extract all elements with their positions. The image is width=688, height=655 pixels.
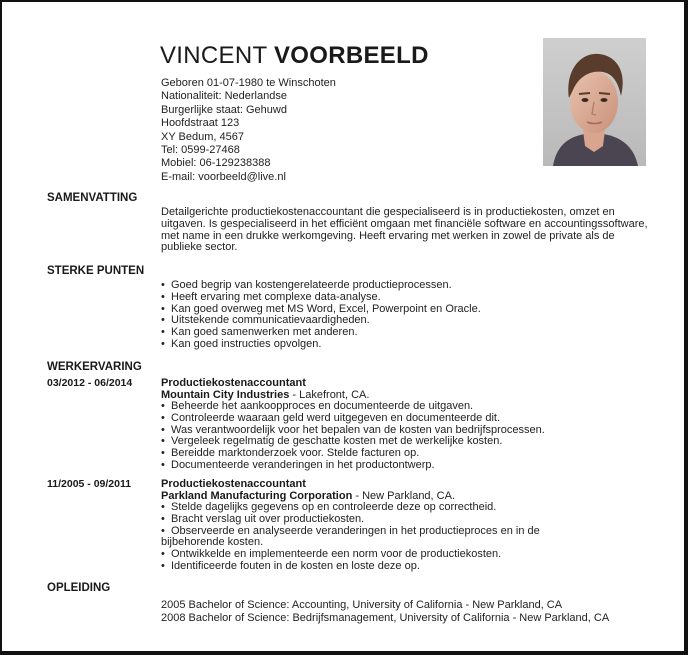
strengths-list xyxy=(161,280,651,351)
job-1-company-name: Mountain City Industries xyxy=(161,389,290,401)
strengths-heading: STERKE PUNTEN xyxy=(47,265,145,277)
job-2-location: - New Parkland, CA. xyxy=(352,490,455,502)
email: E-mail: voorbeeld@live.nl xyxy=(161,170,286,183)
job-1-location: - Lakefront, CA. xyxy=(289,389,370,401)
list-item: • Kan goed instructies opvolgen. xyxy=(161,339,651,351)
list-item: • Documenteerde veranderingen in het productontwerp. xyxy=(161,460,651,472)
last-name: VOORBEELD xyxy=(273,42,429,69)
marital-status: Burgerlijke staat: Gehuwd xyxy=(161,103,287,116)
nationality: Nationaliteit: Nederlandse xyxy=(161,90,287,103)
education-list xyxy=(161,599,609,624)
list-item: • Vergeleek regelmatig de geschatte kosten met de werkelijke kosten. xyxy=(161,436,651,448)
job-1-duties xyxy=(161,401,651,472)
contact-details xyxy=(161,77,336,184)
phone: Tel: 0599-27468 xyxy=(161,144,240,157)
profile-photo xyxy=(543,38,646,166)
experience-heading: WERKERVARING xyxy=(47,361,142,373)
job-2-duties xyxy=(161,502,591,573)
job-2-company-name: Parkland Manufacturing Corporation xyxy=(161,490,353,502)
summary-heading: SAMENVATTING xyxy=(47,192,138,204)
list-item: • Bracht verslag uit over productiekosten. xyxy=(161,514,591,526)
list-item: • Was verantwoordelijk voor het bepalen van de kosten van bedrijfsprocessen. xyxy=(161,425,651,437)
first-name: VINCENT xyxy=(160,42,268,69)
list-item: • Controleerde waaraan geld werd uitgegeven en documenteerde dit. xyxy=(161,413,651,425)
list-item: • Stelde dagelijks gegevens op en controleerde deze op correctheid. xyxy=(161,502,591,514)
education-item: 2008 Bachelor of Science: Bedrijfsmanagement, University of California - New Parkland, CA xyxy=(161,611,610,624)
birth-info: Geboren 01-07-1980 te Winschoten xyxy=(161,77,336,89)
street-address: Hoofdstraat 123 xyxy=(161,117,240,130)
list-item: • Identificeerde fouten in de kosten en loste deze op. xyxy=(161,561,591,573)
list-item: • Heeft ervaring met complexe data-analyse. xyxy=(161,292,651,304)
mobile: Mobiel: 06-129238388 xyxy=(161,157,271,170)
summary-text: Detailgerichte productiekostenaccountant die gespecialiseerd is in productiekosten, omzet en uitgaven. Is gespecialiseerd in het efficiënt omgaan met financiële software en accountingssoftware, met name in een drukke werkomgeving. Heeft ervaring met werken in zowel de private als de publieke sector. xyxy=(161,206,648,254)
list-item: • Kan goed samenwerken met anderen. xyxy=(161,327,651,339)
job-1-dates: 03/2012 - 06/2014 xyxy=(47,377,133,389)
list-item: • Uitstekende communicatievaardigheden. xyxy=(161,315,651,327)
list-item: • Goed begrip van kostengerelateerde productieprocessen. xyxy=(161,280,651,292)
job-2-title: Productiekostenaccountant xyxy=(161,478,306,490)
list-item: • Bereidde marktonderzoek voor. Stelde facturen op. xyxy=(161,448,651,460)
postal-city: XY Bedum, 4567 xyxy=(161,130,244,143)
list-item: • Observeerde en analyseerde veranderingen in het productieproces en in de bijbehorende kosten. xyxy=(161,526,591,550)
candidate-name xyxy=(160,42,429,70)
education-heading: OPLEIDING xyxy=(47,582,111,594)
job-1-title: Productiekostenaccountant xyxy=(161,377,306,389)
list-item: • Ontwikkelde en implementeerde een norm voor de productiekosten. xyxy=(161,549,591,561)
education-item: 2005 Bachelor of Science: Accounting, University of California - New Parkland, CA xyxy=(161,599,563,611)
list-item: • Kan goed overweg met MS Word, Excel, Powerpoint en Oracle. xyxy=(161,304,651,316)
list-item: • Beheerde het aankoopproces en documenteerde de uitgaven. xyxy=(161,401,651,413)
job-2-dates: 11/2005 - 09/2011 xyxy=(47,478,132,490)
